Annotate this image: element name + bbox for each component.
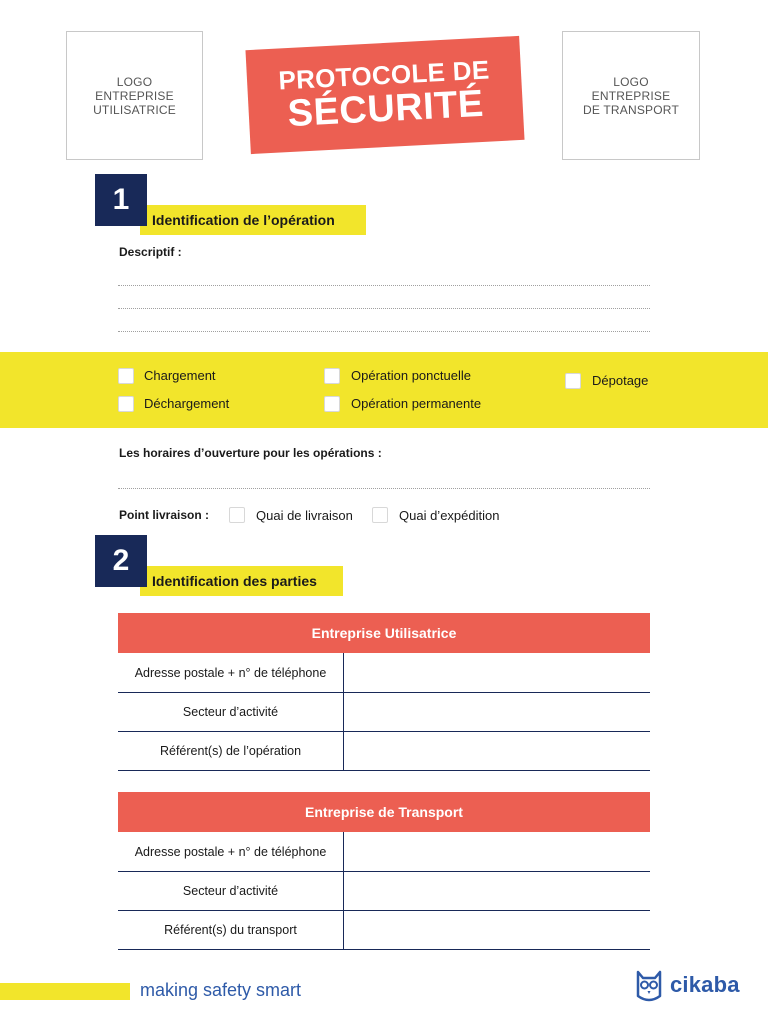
point-livraison-label: Point livraison : [119,508,210,522]
horaires-line[interactable] [118,488,650,489]
checkbox-label-chargement: Chargement [144,368,216,383]
descriptif-line-3[interactable] [118,331,650,332]
owl-icon [634,966,664,1004]
table-row [118,910,650,950]
horaires-label: Les horaires d’ouverture pour les opérations : [119,446,382,460]
logo-right-line: ENTREPRISE [591,88,671,103]
table-row-label: Adresse postale + n° de téléphone [118,832,344,871]
checkbox-label-quai-de-livraison: Quai de livraison [256,508,353,523]
table-row [118,832,650,872]
checkbox-label-depotage: Dépotage [592,373,649,388]
table-row-label: Référent(s) de l’opération [118,731,344,770]
table-input-cell[interactable] [344,832,650,871]
section-1-number: 1 [95,174,147,226]
checkbox-depotage[interactable] [565,373,581,389]
title-line-1: PROTOCOLE DE [277,54,491,96]
checkbox-chargement[interactable] [118,368,134,384]
table-row [118,731,650,771]
table-input-cell[interactable] [344,910,650,949]
logo-left-line: UTILISATRICE [93,102,176,117]
logo-placeholder-entreprise-utilisatrice [66,31,203,160]
checkbox-label-operation-permanente: Opération permanente [351,396,482,411]
checkbox-operation-permanente[interactable] [324,396,340,412]
title-banner [245,36,524,154]
table-row-label: Secteur d’activité [118,871,344,910]
table-input-cell[interactable] [344,871,650,910]
table-row-label: Référent(s) du transport [118,910,344,949]
logo-placeholder-entreprise-transport [562,31,700,160]
operation-type-band [0,352,768,428]
checkbox-quai-d-expedition[interactable] [372,507,388,523]
checkbox-quai-de-livraison[interactable] [229,507,245,523]
table-entreprise-utilisatrice-header: Entreprise Utilisatrice [118,613,650,653]
table-entreprise-transport-header: Entreprise de Transport [118,792,650,832]
logo-right-line: LOGO [613,74,649,89]
logo-left-line: LOGO [116,74,153,89]
table-row [118,871,650,911]
checkbox-label-quai-d-expedition: Quai d’expédition [399,508,500,523]
checkbox-label-operation-ponctuelle: Opération ponctuelle [351,368,471,383]
table-row [118,653,650,693]
table-input-cell[interactable] [344,731,650,770]
descriptif-label: Descriptif : [119,245,182,259]
brand-name: cikaba [670,972,740,997]
table-row-label: Adresse postale + n° de téléphone [118,653,344,692]
table-input-cell[interactable] [344,692,650,731]
logo-left-line: ENTREPRISE [95,88,174,103]
footer-tagline: making safety smart [140,980,302,1000]
logo-right-line: DE TRANSPORT [583,102,679,117]
brand-logo [634,966,740,1004]
checkbox-operation-ponctuelle[interactable] [324,368,340,384]
footer-accent-bar [0,983,130,1000]
section-1-title: Identification de l’opération [140,205,366,235]
checkbox-label-dechargement: Déchargement [144,396,230,411]
section-2-title: Identification des parties [140,566,343,596]
section-2-number: 2 [95,535,147,587]
descriptif-line-2[interactable] [118,308,650,309]
table-input-cell[interactable] [344,653,650,692]
checkbox-dechargement[interactable] [118,396,134,412]
descriptif-line-1[interactable] [118,285,650,286]
title-line-2: SÉCURITÉ [286,82,485,136]
table-row [118,692,650,732]
table-row-label: Secteur d’activité [118,692,344,731]
